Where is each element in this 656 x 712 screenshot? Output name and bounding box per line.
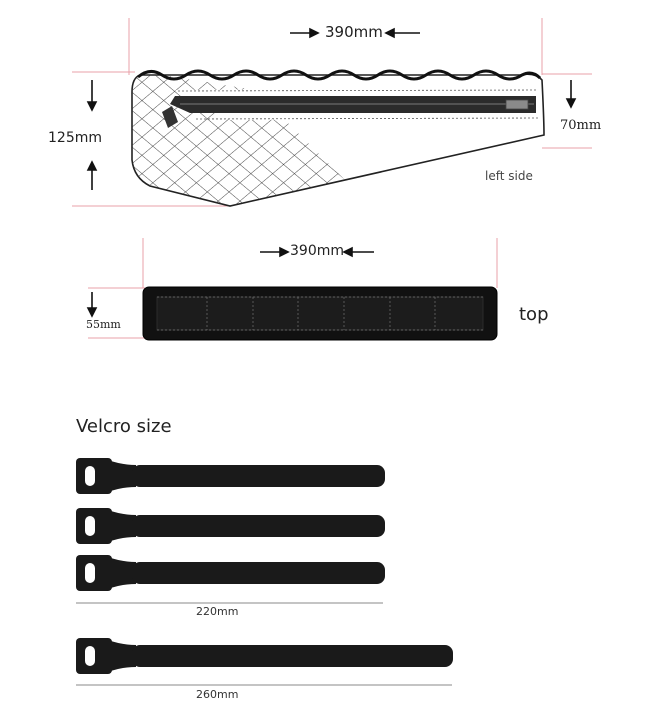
velcro-strap-short xyxy=(76,555,385,591)
top-view-label: top xyxy=(519,304,549,325)
velcro-straps xyxy=(76,458,453,674)
velcro-strap-long xyxy=(76,638,453,674)
top-width-arrow xyxy=(88,292,96,316)
side-height-label: 125mm xyxy=(48,130,102,146)
top-view-bag xyxy=(143,287,497,340)
side-view-label: left side xyxy=(485,169,533,183)
velcro-title: Velcro size xyxy=(76,416,172,437)
side-end-height-label: 70mm xyxy=(560,118,602,133)
side-view-bag xyxy=(130,70,544,210)
side-length-label: 390mm xyxy=(325,23,383,41)
top-width-label: 55mm xyxy=(86,318,121,331)
top-length-label: 390mm xyxy=(290,243,344,259)
velcro-strap-short xyxy=(76,458,385,494)
short-strap-length-label: 220mm xyxy=(196,605,239,618)
long-strap-length-label: 260mm xyxy=(196,688,239,701)
velcro-strap-short xyxy=(76,508,385,544)
